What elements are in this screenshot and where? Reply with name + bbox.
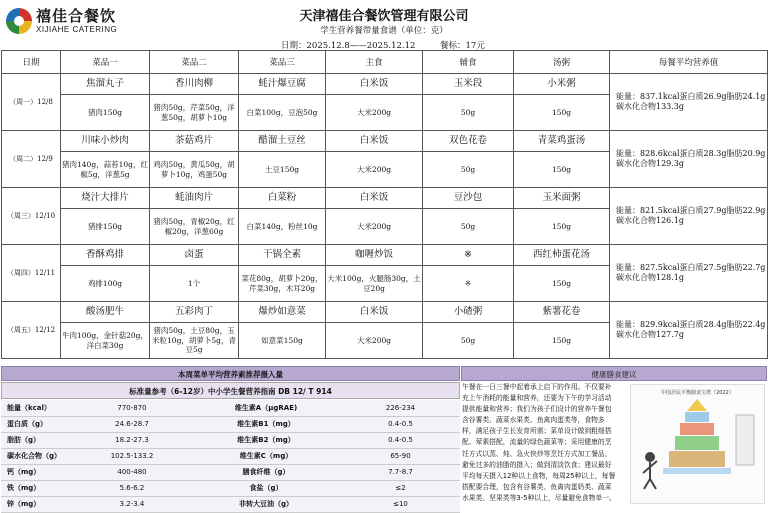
- dish-name-cell: 蚝油肉片: [150, 188, 239, 209]
- nutrient-range: 18.2-27.3: [73, 432, 191, 448]
- ingredient-cell: 白菜100g，豆泡50g: [239, 95, 326, 131]
- nutrient-range: 400-480: [73, 464, 191, 480]
- nutrient-name: 食盐（g）: [191, 480, 341, 496]
- nutrient-name: 铁（mg）: [1, 480, 73, 496]
- nutrient-name: 蛋白质（g）: [1, 416, 73, 432]
- column-header: 菜品一: [61, 51, 150, 74]
- nutrient-name: 钙（mg）: [1, 464, 73, 480]
- dish-name-cell: 醋溜土豆丝: [239, 131, 326, 152]
- dish-name-cell: 香川肉柳: [150, 74, 239, 95]
- ingredient-cell: 大米200g: [326, 95, 423, 131]
- nutrient-name: 能量（kcal）: [1, 400, 73, 416]
- column-header: 每餐平均营养值: [610, 51, 768, 74]
- ingredient-cell: ※: [423, 266, 514, 302]
- standard-row: [1, 464, 460, 480]
- nutrient-range: 65-90: [341, 448, 460, 464]
- nutrient-name: 膳食纤维（g）: [191, 464, 341, 480]
- column-header: 菜品三: [239, 51, 326, 74]
- ingredient-cell: 50g: [423, 95, 514, 131]
- dish-name-cell: 烧汁大排片: [61, 188, 150, 209]
- dish-name-cell: 焦溜丸子: [61, 74, 150, 95]
- nutrient-name: 锌（mg）: [1, 496, 73, 512]
- standard-heading: 标准量参考（6-12岁）中小学生餐营养指南 DB 12/ T 914: [1, 382, 460, 399]
- ingredient-cell: 猪肉140g，蒜苔10g，红椒5g，洋葱5g: [61, 152, 150, 188]
- standard-row: [1, 400, 460, 416]
- dish-row: [2, 302, 768, 323]
- ingredient-cell: 150g: [514, 323, 610, 359]
- dish-name-cell: 小米粥: [514, 74, 610, 95]
- nutrient-range: ≤10: [341, 496, 460, 512]
- recommended-intake-band: 本周菜单平均营养素推荐摄入量: [1, 366, 460, 381]
- standard-row: [1, 416, 460, 432]
- day-cell: （周三）12/10: [2, 188, 61, 245]
- dish-name-cell: 白米饭: [326, 74, 423, 95]
- dish-name-cell: 紫薯花卷: [514, 302, 610, 323]
- healthy-diet-band: 健康膳食建议: [461, 366, 767, 381]
- nutrient-range: 5.6-6.2: [73, 480, 191, 496]
- column-header: 汤粥: [514, 51, 610, 74]
- ingredient-cell: 大米200g: [326, 323, 423, 359]
- dish-name-cell: 白米饭: [326, 188, 423, 209]
- ingredient-cell: 150g: [514, 209, 610, 245]
- dish-name-cell: 小碴粥: [423, 302, 514, 323]
- dish-name-cell: 蚝汁爆豆腐: [239, 74, 326, 95]
- nutrient-range: 3.2-3.4: [73, 496, 191, 512]
- dish-name-cell: 干锅全素: [239, 245, 326, 266]
- day-cell: （周二）12/9: [2, 131, 61, 188]
- nutrient-range: 24.6-28.7: [73, 416, 191, 432]
- dish-name-cell: 白米饭: [326, 131, 423, 152]
- ingredient-cell: 鸡肉50g，黄瓜50g，胡萝卜10g，鸡蛋50g: [150, 152, 239, 188]
- menu-header-row: [2, 51, 768, 74]
- ingredient-cell: 猪肉150g: [61, 95, 150, 131]
- dish-name-cell: 玉米段: [423, 74, 514, 95]
- dish-name-cell: ※: [423, 245, 514, 266]
- nutrient-name: 维生素C（mg）: [191, 448, 341, 464]
- menu-table: [1, 50, 768, 359]
- ingredient-cell: 大米100g，火腿肠30g，土豆20g: [326, 266, 423, 302]
- dish-name-cell: 川味小炒肉: [61, 131, 150, 152]
- column-header: 日期: [2, 51, 61, 74]
- nutrient-range: 226-234: [341, 400, 460, 416]
- dish-name-cell: 茶菇鸡片: [150, 131, 239, 152]
- ingredient-cell: 150g: [514, 152, 610, 188]
- dish-name-cell: 玉米面粥: [514, 188, 610, 209]
- column-header: 主食: [326, 51, 423, 74]
- food-pagoda-image: [630, 384, 765, 504]
- ingredient-cell: 猪肉50g，青椒20g，红椒20g，洋葱60g: [150, 209, 239, 245]
- standard-row: [1, 432, 460, 448]
- nutrient-name: 维生素A（μgRAE): [191, 400, 341, 416]
- dish-row: [2, 188, 768, 209]
- ingredient-cell: 大米200g: [326, 152, 423, 188]
- nutrition-cell: 能量：837.1kcal蛋白质26.9g脂肪24.1g碳水化合物133.3g: [610, 74, 768, 131]
- ingredient-cell: 50g: [423, 152, 514, 188]
- date-range: 日期：2025.12.8——2025.12.12: [281, 41, 416, 51]
- dish-name-cell: 咖喱炒饭: [326, 245, 423, 266]
- page-subtitle: 学生营养餐带量食谱（单位：克）: [320, 26, 448, 36]
- page-title: 天津禧佳合餐饮管理有限公司: [299, 9, 469, 24]
- ingredient-cell: 菜花80g，胡萝卜20g，芹菜30g，木耳20g: [239, 266, 326, 302]
- diet-advice-text: 午餐在一日三餐中起着承上启下的作用。不仅要补充上午消耗的能量和营养，还要为下午的学习活动提供能量和营养；我们为孩子们设计的营养午餐包含谷薯类、蔬菜水果类、鱼禽肉蛋类等，食物多样，满足孩子生长发育所需；菜单设计做到粗细搭配、荤素搭配，流量的绿色蔬菜等；采用健康的烹饪方式以蒸、炖、急火快炒等烹饪方式加工餐品，避免过多的油脂的摄入；做到清淡饮食；建议最好平均每天摄入12种以上食物，每周25种以上，每餐搭配要合理，包含有谷薯类、鱼禽肉蛋奶类、蔬菜水果类、坚果类等3-5种以上，尽量避免食物单一。: [462, 383, 616, 502]
- ingredient-cell: 白菜140g，粉丝10g: [239, 209, 326, 245]
- dish-name-cell: 五彩肉丁: [150, 302, 239, 323]
- standard-row: [1, 480, 460, 496]
- dish-row: [2, 131, 768, 152]
- day-cell: （周一）12/8: [2, 74, 61, 131]
- dish-name-cell: 香酥鸡排: [61, 245, 150, 266]
- dish-row: [2, 74, 768, 95]
- ingredient-cell: 猪肉50g，芹菜50g，洋葱50g，胡萝卜10g: [150, 95, 239, 131]
- food-pagoda-icon: [631, 385, 764, 503]
- nutrient-range: 770-870: [73, 400, 191, 416]
- dish-name-cell: 白菜粉: [239, 188, 326, 209]
- ingredient-cell: 猪排150g: [61, 209, 150, 245]
- ingredient-cell: 1个: [150, 266, 239, 302]
- nutrient-name: 维生素B1（mg）: [191, 416, 341, 432]
- nutrient-name: 非转大豆油（g）: [191, 496, 341, 512]
- ingredient-cell: 150g: [514, 95, 610, 131]
- standard-row: [1, 496, 460, 512]
- nutrient-name: 脂肪（g）: [1, 432, 73, 448]
- column-header: 辅食: [423, 51, 514, 74]
- ingredient-cell: 猪肉50g，土豆80g，玉米粒10g，胡萝卜5g，青豆5g: [150, 323, 239, 359]
- nutrient-name: 碳水化合物（g）: [1, 448, 73, 464]
- dish-name-cell: 白米饭: [326, 302, 423, 323]
- dish-row: [2, 245, 768, 266]
- nutrition-cell: 能量：829.9kcal蛋白质28.4g脂肪22.4g碳水化合物127.7g: [610, 302, 768, 359]
- meal-price: 餐标：17元: [440, 41, 485, 51]
- ingredient-cell: 50g: [423, 209, 514, 245]
- dish-name-cell: 豆沙包: [423, 188, 514, 209]
- brand-name-en: XIJIAHE CATERING: [36, 24, 118, 34]
- ingredient-cell: 大米200g: [326, 209, 423, 245]
- nutrition-cell: 能量：827.5kcal蛋白质27.5g脂肪22.7g碳水化合物128.1g: [610, 245, 768, 302]
- ingredient-cell: 150g: [514, 266, 610, 302]
- ingredient-cell: 鸡排100g: [61, 266, 150, 302]
- nutrient-range: 0.4-0.5: [341, 432, 460, 448]
- ingredient-cell: 50g: [423, 323, 514, 359]
- day-cell: （周四）12/11: [2, 245, 61, 302]
- nutrient-range: 7.7-8.7: [341, 464, 460, 480]
- dish-name-cell: 酸汤肥牛: [61, 302, 150, 323]
- day-cell: （周五）12/12: [2, 302, 61, 359]
- ingredient-cell: 牛肉100g，金针菇20g，洋白菜30g: [61, 323, 150, 359]
- pagoda-title: 中国居民平衡膳食宝塔（2022）: [661, 390, 734, 396]
- nutrient-standard-table: [1, 400, 460, 513]
- brand-name-cn: 禧佳合餐饮: [36, 6, 117, 25]
- ingredient-cell: 土豆150g: [239, 152, 326, 188]
- dish-name-cell: 双色花卷: [423, 131, 514, 152]
- dish-name-cell: 西红柿蛋花汤: [514, 245, 610, 266]
- nutrient-range: 102.5-133.2: [73, 448, 191, 464]
- column-header: 菜品二: [150, 51, 239, 74]
- ingredient-cell: 如意菜150g: [239, 323, 326, 359]
- dish-name-cell: 爆炒如意菜: [239, 302, 326, 323]
- dish-name-cell: 卤蛋: [150, 245, 239, 266]
- dish-name-cell: 青菜鸡蛋汤: [514, 131, 610, 152]
- standard-row: [1, 448, 460, 464]
- nutrient-name: 维生素B2（mg）: [191, 432, 341, 448]
- nutrition-cell: 能量：821.5kcal蛋白质27.9g脂肪22.9g碳水化合物126.1g: [610, 188, 768, 245]
- nutrition-cell: 能量：828.6kcal蛋白质28.3g脂肪20.9g碳水化合物129.3g: [610, 131, 768, 188]
- nutrient-range: ≤2: [341, 480, 460, 496]
- nutrient-range: 0.4-0.5: [341, 416, 460, 432]
